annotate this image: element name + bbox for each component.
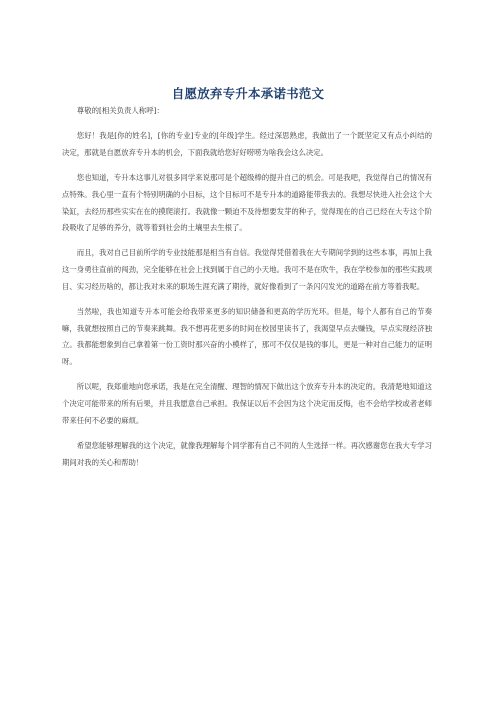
greeting-line: 尊敬的[相关负责人称呼]： <box>76 106 164 115</box>
paragraph-3: 而且，我对自己目前所学的专业技能那是相当有自信。我觉得凭借着我在大专期间学到的这些本事，再加上我这一身勇往直前的闯劲，完全能够在社会上找到属于自己的小天地。我可不是在吹牛，我在学校参加的那些实践项目、实习经历啥的，都让我对未来的职场生涯充满了期待，就好像看到了一条闪闪发光的道路在前方等着我呢。 <box>62 248 432 291</box>
paragraph-6: 希望您能够理解我的这个决定，就像我理解每个同学都有自己不同的人生选择一样。再次感谢您在我大专学习期间对我的关心和帮助！ <box>62 440 432 467</box>
document-body <box>62 103 432 480</box>
paragraph-2: 您也知道，专升本这事儿对很多同学来说那可是个超级棒的提升自己的机会。可是我吧，我觉得自己的情况有点特殊。我心里一直有个特别明确的小目标，这个目标可不是专升本的道路能带我去的。我想尽快进入社会这个大染缸，去经历那些实实在在的摸爬滚打。我就像一颗迫不及待想要发芽的种子，觉得现在的自己已经在大专这个阶段吸收了足够的养分，就等着到社会的土壤里去生根了。 <box>62 173 432 233</box>
paragraph-4: 当然啦，我也知道专升本可能会给我带来更多的知识储备和更高的学历光环。但是，每个人都有自己的节奏嘛，我就想按照自己的节奏来跳舞。我不想再花更多的时间在校园里读书了，我渴望早点去赚钱，早点实现经济独立。我都能想象到自己拿着第一份工资时那兴奋的小模样了，那可不仅仅是钱的事儿，更是一种对自己能力的证明呀。 <box>62 307 432 367</box>
paragraph-5: 所以呢，我郑重地向您承诺，我是在完全清醒、理智的情况下做出这个放弃专升本的决定的。我清楚地知道这个决定可能带来的所有后果，并且我愿意自己承担。我保证以后不会因为这个决定而反悔，也不会给学校或者老师带来任何不必要的麻烦。 <box>62 382 432 425</box>
paragraph-1: 您好！我是[你的姓名]，[你的专业]专业的[年级]学生。经过深思熟虑，我做出了一个既坚定又有点小纠结的决定，那就是自愿放弃专升本的机会，下面我就给您好好唠唠为啥我会这么决定。 <box>62 131 432 157</box>
document-title: 自愿放弃专升本承诺书范文 <box>171 86 325 101</box>
